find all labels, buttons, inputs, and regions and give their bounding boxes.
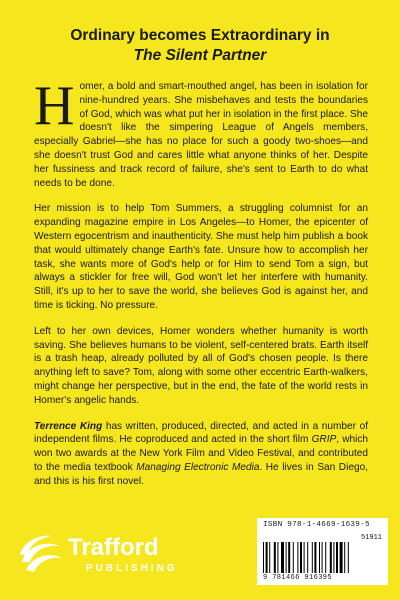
bio-text-c: . He lives in San Diego, and this is his first novel.: [34, 461, 368, 487]
title-line-1: Ordinary becomes Extraordinary in: [70, 27, 330, 44]
back-cover-text: [34, 75, 369, 501]
film-title: GRIP: [311, 434, 337, 446]
publisher-logo: [16, 532, 206, 584]
synopsis-paragraph-2: Her mission is to help Tom Summers, a struggling columnist for an expanding magazine empire in Los Angeles—to Homer, the epicenter of Western egocentrism and inauthenticity. She must help him publish a book that would ultimately change Earth's fate. Unsure how to accomplish her task, she wants more of God's help or for Him to send Tom a sign, but always a stickler for free will, God won't let her interfere with humanity. Still, it's up to her to save the world, she believes God is against her, and time is ticking. No pressure.: [34, 203, 368, 311]
barcode-bars: [263, 542, 382, 574]
trafford-swirl-icon: [16, 532, 68, 582]
textbook-title: Managing Electronic Media: [136, 461, 260, 473]
publisher-subtitle: PUBLISHING: [86, 563, 178, 574]
isbn-text: ISBN 978-1-4669-1639-5: [263, 521, 370, 529]
bio-text-a: has written, produced, directed, and acted in a number of independent films. He coproduced and acted in the short film: [34, 420, 368, 446]
author-name: Terrence King: [34, 420, 103, 432]
barcode-addon: 51911: [360, 534, 382, 542]
barcode-number: 9 781466 916395: [263, 574, 333, 582]
publisher-name: Trafford: [68, 534, 159, 561]
synopsis-paragraph-3: Left to her own devices, Homer wonders whether humanity is worth saving. She believes humans to be violent, self-centered brats. Earth itself is a trash heap, already polluted by all of God's chosen people. Is there anything left to save? Tom, along with some other eccentric Earth-walkers, might change her perspective, but in the end, the fate of the world rests in Homer's angelic hands.: [34, 325, 368, 406]
cover-title: [0, 26, 400, 66]
author-bio: [34, 420, 368, 489]
book-title: The Silent Partner: [133, 47, 267, 64]
bio-text-b: , which won two awards at the New York Film and Video Festival, and contributed to the media textbook: [34, 434, 369, 473]
paragraph-1-text: omer, a bold and smart-mouthed angel, has been in isolation for nine-hundred years. She misbehaves and tests the boundaries of God, which was what put her in isolation in the first place. She doesn't like the simpering League of Angels members, especially Gabriel—she has no place for such a goody two-shoes—and she doesn't trust God and cares little what anyone thinks of her. Despite her fussiness and track record of failure, she's sent to Earth to do what needs to be done.: [34, 81, 368, 189]
synopsis-paragraph-1: [34, 75, 368, 190]
drop-cap: H: [34, 75, 75, 137]
isbn-barcode: [257, 518, 388, 585]
